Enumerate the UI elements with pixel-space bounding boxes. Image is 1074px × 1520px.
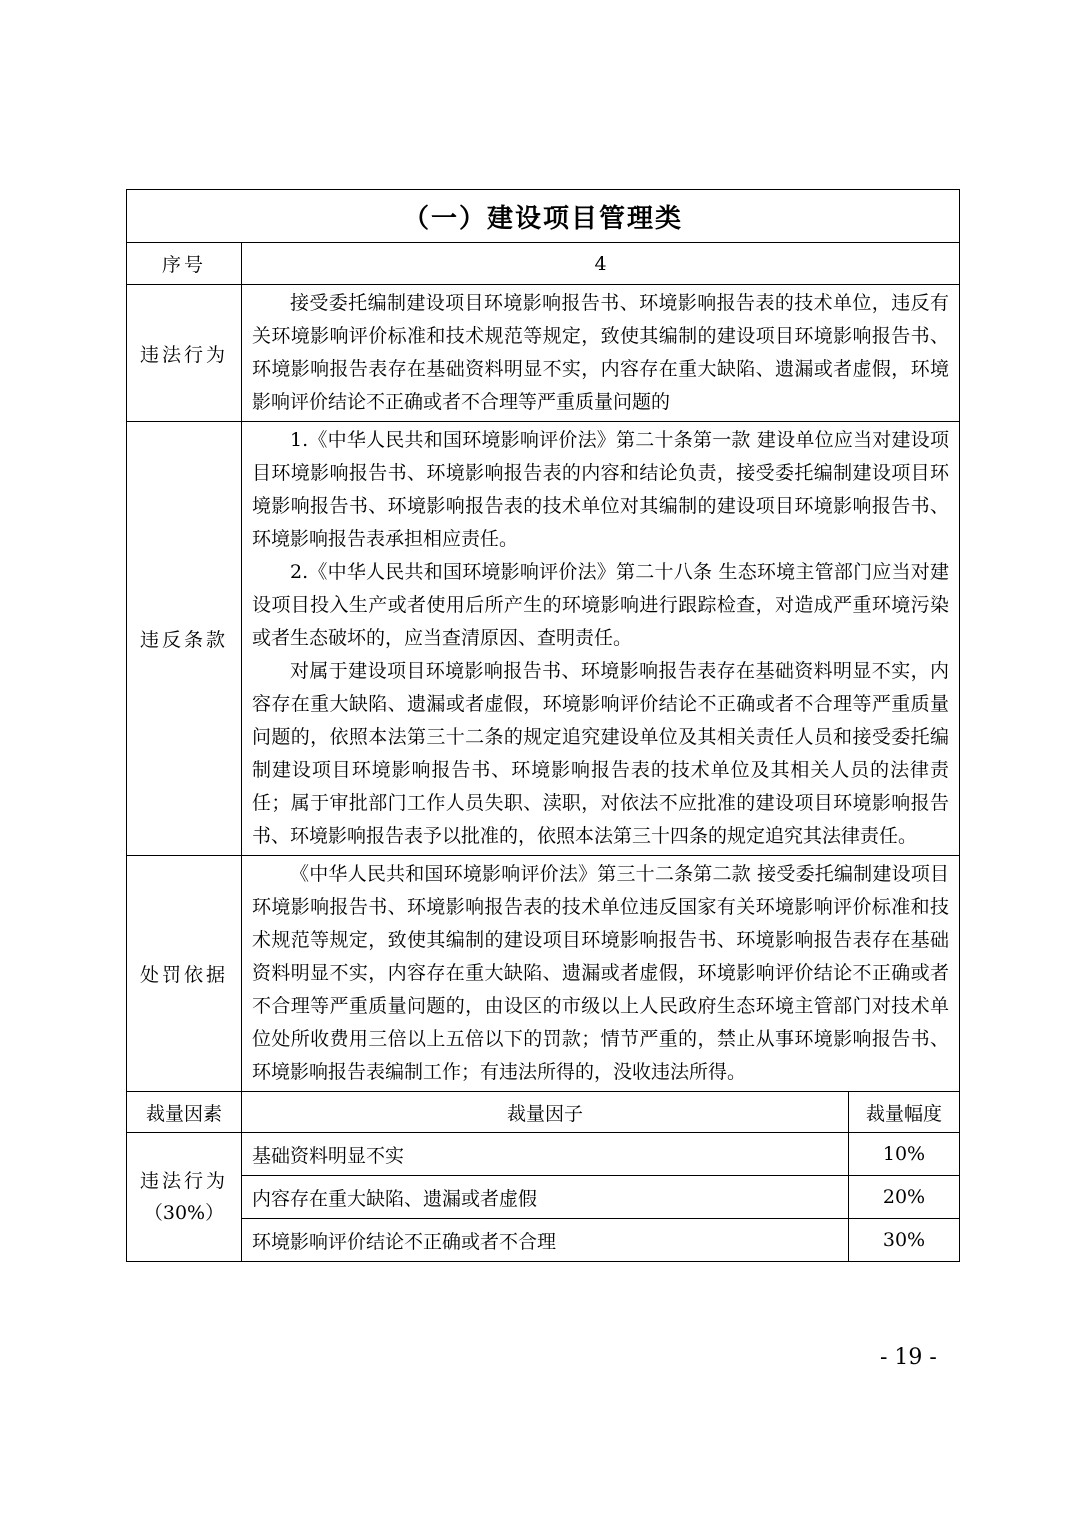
clause-paragraph-2: 2.《中华人民共和国环境影响评价法》第二十八条 生态环境主管部门应当对建设项目投入生产或者使用后所产生的环境影响进行跟踪检查，对造成严重环境污染或者生态破坏的，应当查清原因、查明责任。 — [252, 561, 949, 649]
discretion-table — [126, 189, 960, 1262]
penalty-cell — [242, 856, 960, 1092]
violation-text: 接受委托编制建设项目环境影响报告书、环境影响报告表的技术单位，违反有关环境影响评价标准和技术规范等规定，致使其编制的建设项目环境影响报告书、环境影响报告表存在基础资料明显不实，内容存在重大缺陷、遗漏或者虚假，环境影响评价结论不正确或者不合理等严重质量问题的 — [252, 292, 949, 413]
range-value: 20% — [849, 1176, 960, 1219]
factor-header: 裁量因素 — [127, 1092, 242, 1133]
seq-value: 4 — [242, 243, 960, 285]
violation-label: 违法行为 — [127, 285, 242, 422]
clause-cell — [242, 422, 960, 856]
group-cell — [127, 1133, 242, 1262]
table-row: 环境影响评价结论不正确或者不合理 — [242, 1219, 849, 1262]
group-label: 违法行为 — [139, 1170, 228, 1192]
range-header: 裁量幅度 — [849, 1092, 960, 1133]
seq-label: 序号 — [127, 243, 242, 285]
subfactor-header: 裁量因子 — [242, 1092, 849, 1133]
table-row: 内容存在重大缺陷、遗漏或者虚假 — [242, 1176, 849, 1219]
table-row: 基础资料明显不实 — [242, 1133, 849, 1176]
page-number: - 19 - — [880, 1345, 937, 1370]
violation-cell — [242, 285, 960, 422]
range-value: 10% — [849, 1133, 960, 1176]
clause-label: 违反条款 — [127, 422, 242, 856]
clause-paragraph-1: 1.《中华人民共和国环境影响评价法》第二十条第一款 建设单位应当对建设项目环境影响报告书、环境影响报告表的内容和结论负责，接受委托编制建设项目环境影响报告书、环境影响报告表的技术单位对其编制的建设项目环境影响报告书、环境影响报告表承担相应责任。 — [252, 429, 949, 550]
penalty-label: 处罚依据 — [127, 856, 242, 1092]
range-value: 30% — [849, 1219, 960, 1262]
group-weight: （30%） — [143, 1202, 225, 1224]
clause-paragraph-3: 对属于建设项目环境影响报告书、环境影响报告表存在基础资料明显不实，内容存在重大缺陷、遗漏或者虚假，环境影响评价结论不正确或者不合理等严重质量问题的，依照本法第三十二条的规定追究建设单位及其相关责任人员和接受委托编制建设项目环境影响报告书、环境影响报告表的技术单位及其相关人员的法律责任；属于审批部门工作人员失职、渎职，对依法不应批准的建设项目环境影响报告书、环境影响报告表予以批准的，依照本法第三十四条的规定追究其法律责任。 — [252, 660, 949, 847]
penalty-text: 《中华人民共和国环境影响评价法》第三十二条第二款 接受委托编制建设项目环境影响报告书、环境影响报告表的技术单位违反国家有关环境影响评价标准和技术规范等规定，致使其编制的建设项目环境影响报告书、环境影响报告表存在基础资料明显不实，内容存在重大缺陷、遗漏或者虚假，环境影响评价结论不正确或者不合理等严重质量问题的，由设区的市级以上人民政府生态环境主管部门对技术单位处所收费用三倍以上五倍以下的罚款；情节严重的，禁止从事环境影响报告书、环境影响报告表编制工作；有违法所得的，没收违法所得。 — [252, 863, 949, 1083]
table-title: （一）建设项目管理类 — [127, 190, 960, 243]
